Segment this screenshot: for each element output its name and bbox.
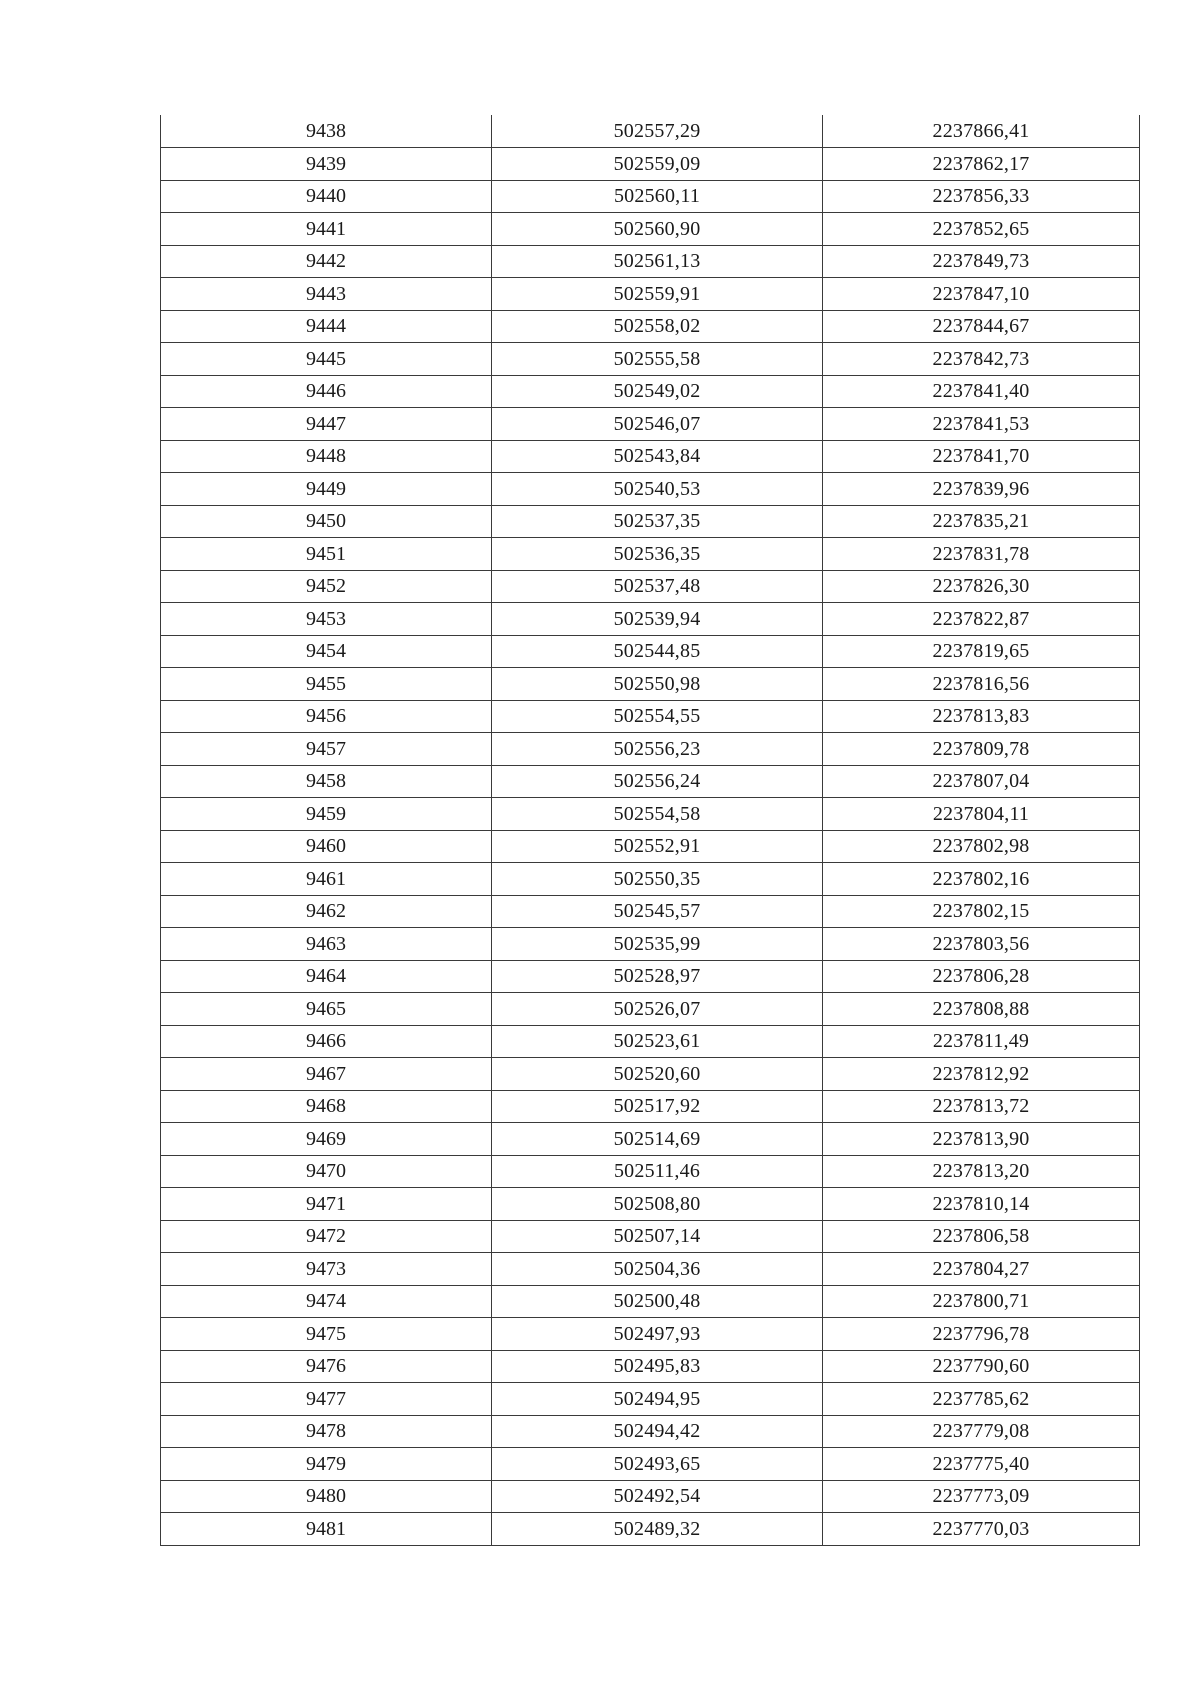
point-number-cell: 9468: [161, 1090, 492, 1123]
point-number-cell: 9447: [161, 408, 492, 441]
table-row: [161, 505, 1140, 538]
point-number-cell: 9472: [161, 1220, 492, 1253]
y-coordinate-cell: 2237835,21: [823, 505, 1140, 538]
y-coordinate-cell: 2237775,40: [823, 1448, 1140, 1481]
table-row: [161, 1058, 1140, 1091]
y-coordinate-cell: 2237847,10: [823, 278, 1140, 311]
x-coordinate-cell: 502504,36: [492, 1253, 823, 1286]
table-row: [161, 408, 1140, 441]
point-number-cell: 9471: [161, 1188, 492, 1221]
table-row: [161, 570, 1140, 603]
x-coordinate-cell: 502514,69: [492, 1123, 823, 1156]
point-number-cell: 9476: [161, 1350, 492, 1383]
point-number-cell: 9469: [161, 1123, 492, 1156]
x-coordinate-cell: 502558,02: [492, 310, 823, 343]
table-row: [161, 635, 1140, 668]
y-coordinate-cell: 2237810,14: [823, 1188, 1140, 1221]
x-coordinate-cell: 502556,23: [492, 733, 823, 766]
table-row: [161, 733, 1140, 766]
y-coordinate-cell: 2237822,87: [823, 603, 1140, 636]
x-coordinate-cell: 502494,42: [492, 1415, 823, 1448]
x-coordinate-cell: 502544,85: [492, 635, 823, 668]
y-coordinate-cell: 2237779,08: [823, 1415, 1140, 1448]
table-row: [161, 1188, 1140, 1221]
point-number-cell: 9459: [161, 798, 492, 831]
x-coordinate-cell: 502535,99: [492, 928, 823, 961]
table-row: [161, 310, 1140, 343]
y-coordinate-cell: 2237804,11: [823, 798, 1140, 831]
coordinates-table: [160, 115, 1140, 1546]
x-coordinate-cell: 502507,14: [492, 1220, 823, 1253]
point-number-cell: 9448: [161, 440, 492, 473]
point-number-cell: 9452: [161, 570, 492, 603]
table-row: [161, 895, 1140, 928]
y-coordinate-cell: 2237770,03: [823, 1513, 1140, 1546]
y-coordinate-cell: 2237807,04: [823, 765, 1140, 798]
y-coordinate-cell: 2237803,56: [823, 928, 1140, 961]
y-coordinate-cell: 2237802,98: [823, 830, 1140, 863]
table-row: [161, 1220, 1140, 1253]
table-row: [161, 440, 1140, 473]
x-coordinate-cell: 502560,90: [492, 213, 823, 246]
x-coordinate-cell: 502517,92: [492, 1090, 823, 1123]
y-coordinate-cell: 2237806,28: [823, 960, 1140, 993]
table-row: [161, 1383, 1140, 1416]
x-coordinate-cell: 502549,02: [492, 375, 823, 408]
point-number-cell: 9454: [161, 635, 492, 668]
point-number-cell: 9441: [161, 213, 492, 246]
x-coordinate-cell: 502561,13: [492, 245, 823, 278]
y-coordinate-cell: 2237841,40: [823, 375, 1140, 408]
y-coordinate-cell: 2237842,73: [823, 343, 1140, 376]
x-coordinate-cell: 502543,84: [492, 440, 823, 473]
y-coordinate-cell: 2237844,67: [823, 310, 1140, 343]
table-row: [161, 1350, 1140, 1383]
point-number-cell: 9458: [161, 765, 492, 798]
point-number-cell: 9462: [161, 895, 492, 928]
y-coordinate-cell: 2237866,41: [823, 115, 1140, 148]
point-number-cell: 9475: [161, 1318, 492, 1351]
coordinates-table-body: [161, 115, 1140, 1545]
y-coordinate-cell: 2237790,60: [823, 1350, 1140, 1383]
table-row: [161, 245, 1140, 278]
x-coordinate-cell: 502559,09: [492, 148, 823, 181]
point-number-cell: 9470: [161, 1155, 492, 1188]
x-coordinate-cell: 502526,07: [492, 993, 823, 1026]
x-coordinate-cell: 502500,48: [492, 1285, 823, 1318]
table-row: [161, 1448, 1140, 1481]
point-number-cell: 9460: [161, 830, 492, 863]
point-number-cell: 9479: [161, 1448, 492, 1481]
x-coordinate-cell: 502560,11: [492, 180, 823, 213]
point-number-cell: 9480: [161, 1480, 492, 1513]
y-coordinate-cell: 2237813,90: [823, 1123, 1140, 1156]
point-number-cell: 9444: [161, 310, 492, 343]
x-coordinate-cell: 502492,54: [492, 1480, 823, 1513]
x-coordinate-cell: 502555,58: [492, 343, 823, 376]
y-coordinate-cell: 2237816,56: [823, 668, 1140, 701]
y-coordinate-cell: 2237849,73: [823, 245, 1140, 278]
y-coordinate-cell: 2237862,17: [823, 148, 1140, 181]
y-coordinate-cell: 2237852,65: [823, 213, 1140, 246]
x-coordinate-cell: 502559,91: [492, 278, 823, 311]
table-row: [161, 765, 1140, 798]
point-number-cell: 9445: [161, 343, 492, 376]
table-row: [161, 1123, 1140, 1156]
point-number-cell: 9442: [161, 245, 492, 278]
y-coordinate-cell: 2237809,78: [823, 733, 1140, 766]
y-coordinate-cell: 2237819,65: [823, 635, 1140, 668]
y-coordinate-cell: 2237802,16: [823, 863, 1140, 896]
table-row: [161, 1318, 1140, 1351]
y-coordinate-cell: 2237841,53: [823, 408, 1140, 441]
y-coordinate-cell: 2237806,58: [823, 1220, 1140, 1253]
table-row: [161, 1415, 1140, 1448]
point-number-cell: 9478: [161, 1415, 492, 1448]
y-coordinate-cell: 2237813,20: [823, 1155, 1140, 1188]
table-row: [161, 1480, 1140, 1513]
point-number-cell: 9443: [161, 278, 492, 311]
y-coordinate-cell: 2237839,96: [823, 473, 1140, 506]
x-coordinate-cell: 502508,80: [492, 1188, 823, 1221]
x-coordinate-cell: 502520,60: [492, 1058, 823, 1091]
x-coordinate-cell: 502552,91: [492, 830, 823, 863]
table-row: [161, 1155, 1140, 1188]
y-coordinate-cell: 2237773,09: [823, 1480, 1140, 1513]
x-coordinate-cell: 502536,35: [492, 538, 823, 571]
x-coordinate-cell: 502550,35: [492, 863, 823, 896]
point-number-cell: 9481: [161, 1513, 492, 1546]
point-number-cell: 9465: [161, 993, 492, 1026]
x-coordinate-cell: 502511,46: [492, 1155, 823, 1188]
x-coordinate-cell: 502523,61: [492, 1025, 823, 1058]
table-row: [161, 1090, 1140, 1123]
point-number-cell: 9466: [161, 1025, 492, 1058]
x-coordinate-cell: 502497,93: [492, 1318, 823, 1351]
y-coordinate-cell: 2237800,71: [823, 1285, 1140, 1318]
x-coordinate-cell: 502546,07: [492, 408, 823, 441]
point-number-cell: 9474: [161, 1285, 492, 1318]
x-coordinate-cell: 502554,55: [492, 700, 823, 733]
table-row: [161, 830, 1140, 863]
y-coordinate-cell: 2237841,70: [823, 440, 1140, 473]
y-coordinate-cell: 2237812,92: [823, 1058, 1140, 1091]
x-coordinate-cell: 502539,94: [492, 603, 823, 636]
table-row: [161, 993, 1140, 1026]
table-row: [161, 278, 1140, 311]
table-row: [161, 343, 1140, 376]
table-row: [161, 538, 1140, 571]
table-row: [161, 668, 1140, 701]
table-row: [161, 180, 1140, 213]
point-number-cell: 9456: [161, 700, 492, 733]
point-number-cell: 9473: [161, 1253, 492, 1286]
y-coordinate-cell: 2237811,49: [823, 1025, 1140, 1058]
point-number-cell: 9439: [161, 148, 492, 181]
table-row: [161, 1253, 1140, 1286]
table-row: [161, 798, 1140, 831]
point-number-cell: 9440: [161, 180, 492, 213]
point-number-cell: 9463: [161, 928, 492, 961]
y-coordinate-cell: 2237785,62: [823, 1383, 1140, 1416]
table-row: [161, 1025, 1140, 1058]
point-number-cell: 9438: [161, 115, 492, 148]
x-coordinate-cell: 502494,95: [492, 1383, 823, 1416]
point-number-cell: 9455: [161, 668, 492, 701]
table-row: [161, 115, 1140, 148]
table-row: [161, 1513, 1140, 1546]
table-row: [161, 213, 1140, 246]
x-coordinate-cell: 502489,32: [492, 1513, 823, 1546]
y-coordinate-cell: 2237831,78: [823, 538, 1140, 571]
y-coordinate-cell: 2237804,27: [823, 1253, 1140, 1286]
point-number-cell: 9467: [161, 1058, 492, 1091]
x-coordinate-cell: 502554,58: [492, 798, 823, 831]
y-coordinate-cell: 2237856,33: [823, 180, 1140, 213]
y-coordinate-cell: 2237808,88: [823, 993, 1140, 1026]
table-row: [161, 148, 1140, 181]
point-number-cell: 9450: [161, 505, 492, 538]
x-coordinate-cell: 502550,98: [492, 668, 823, 701]
point-number-cell: 9451: [161, 538, 492, 571]
y-coordinate-cell: 2237813,83: [823, 700, 1140, 733]
point-number-cell: 9453: [161, 603, 492, 636]
point-number-cell: 9477: [161, 1383, 492, 1416]
x-coordinate-cell: 502545,57: [492, 895, 823, 928]
point-number-cell: 9464: [161, 960, 492, 993]
x-coordinate-cell: 502537,48: [492, 570, 823, 603]
x-coordinate-cell: 502556,24: [492, 765, 823, 798]
y-coordinate-cell: 2237796,78: [823, 1318, 1140, 1351]
x-coordinate-cell: 502495,83: [492, 1350, 823, 1383]
table-row: [161, 375, 1140, 408]
point-number-cell: 9457: [161, 733, 492, 766]
table-row: [161, 960, 1140, 993]
point-number-cell: 9446: [161, 375, 492, 408]
table-row: [161, 603, 1140, 636]
y-coordinate-cell: 2237826,30: [823, 570, 1140, 603]
x-coordinate-cell: 502537,35: [492, 505, 823, 538]
x-coordinate-cell: 502540,53: [492, 473, 823, 506]
table-row: [161, 1285, 1140, 1318]
table-row: [161, 700, 1140, 733]
table-row: [161, 863, 1140, 896]
y-coordinate-cell: 2237802,15: [823, 895, 1140, 928]
point-number-cell: 9449: [161, 473, 492, 506]
x-coordinate-cell: 502528,97: [492, 960, 823, 993]
x-coordinate-cell: 502557,29: [492, 115, 823, 148]
table-row: [161, 928, 1140, 961]
x-coordinate-cell: 502493,65: [492, 1448, 823, 1481]
y-coordinate-cell: 2237813,72: [823, 1090, 1140, 1123]
table-row: [161, 473, 1140, 506]
point-number-cell: 9461: [161, 863, 492, 896]
